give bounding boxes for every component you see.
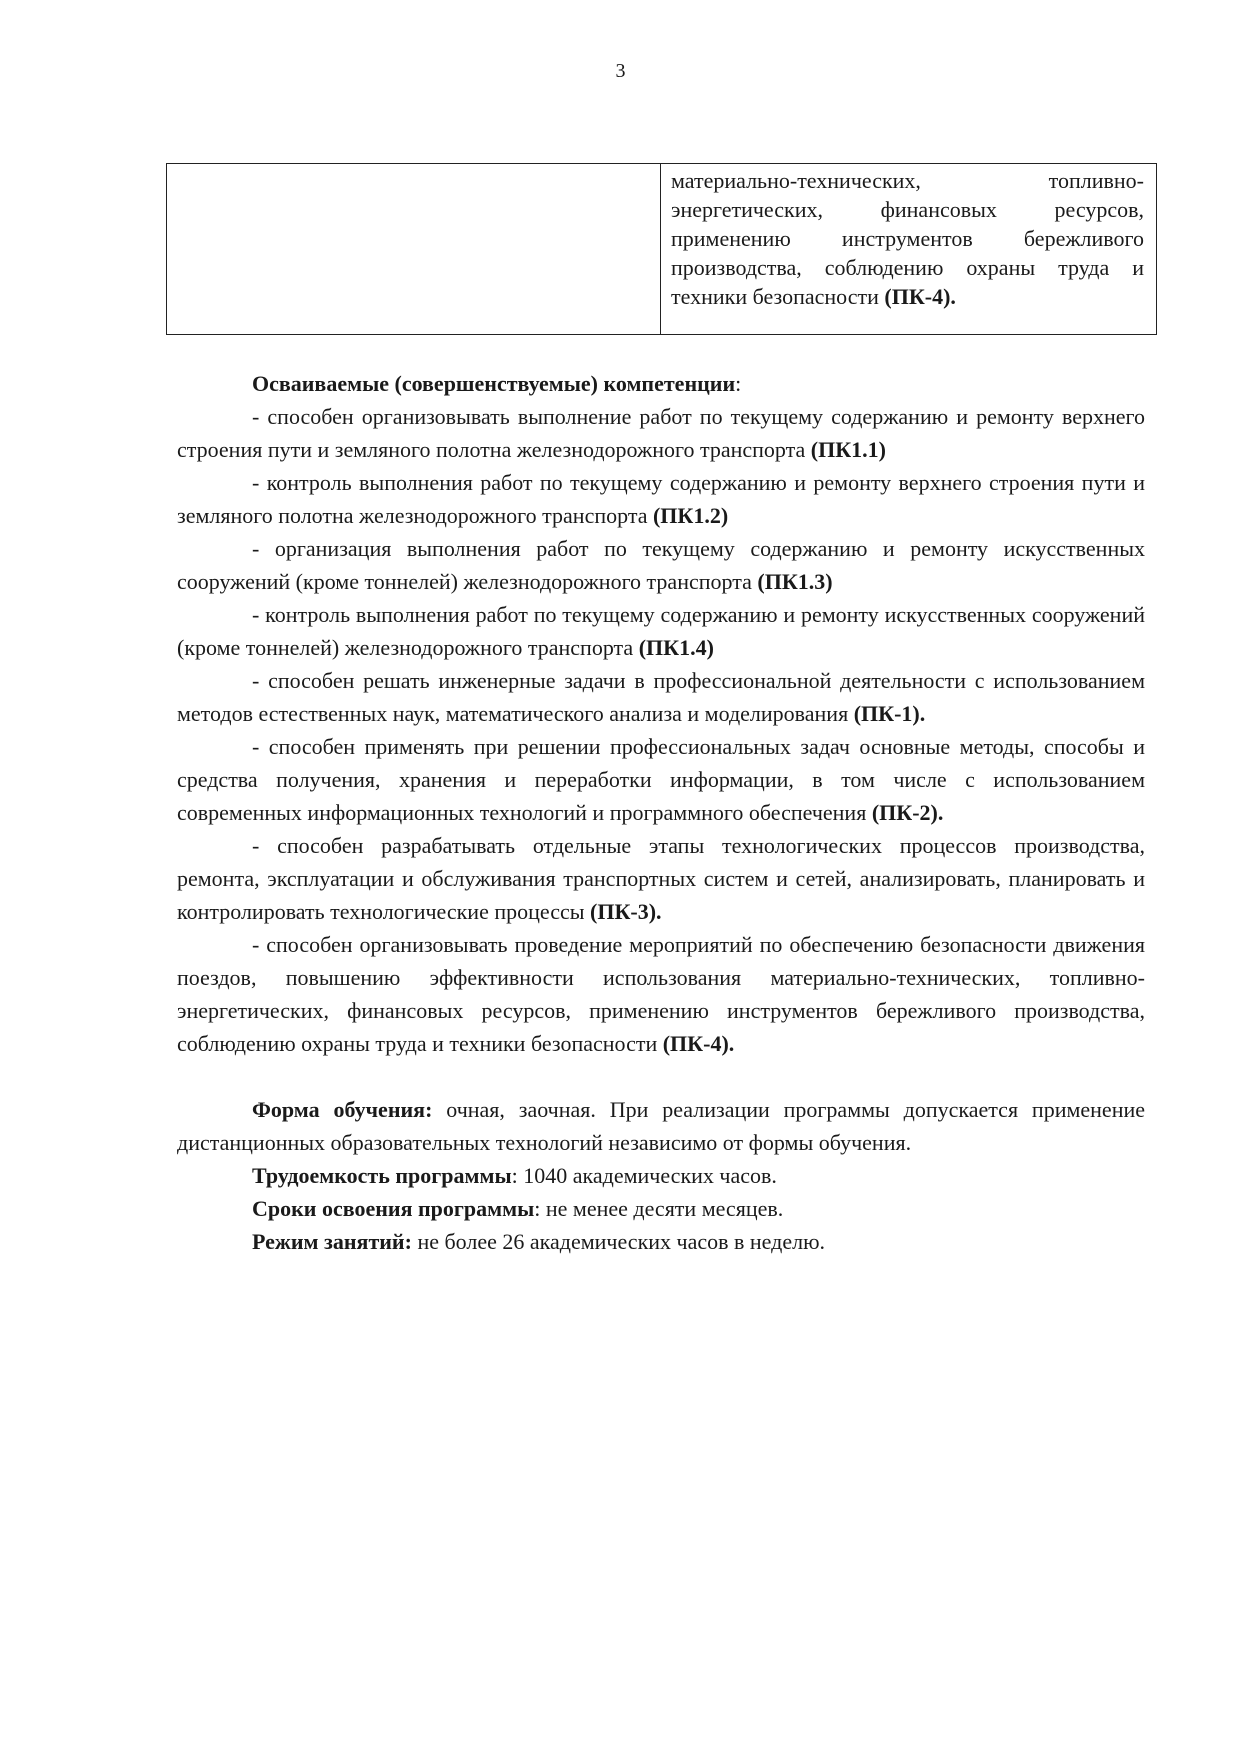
class-schedule-value: не более 26 академических часов в неделю. bbox=[417, 1229, 826, 1254]
labor-intensity bbox=[177, 1159, 1145, 1192]
competency-text: - способен решать инженерные задачи в профессиональной деятельности с использованием методов естественных наук, математического анализа и моделирования bbox=[177, 668, 1145, 726]
competency-item bbox=[177, 598, 1145, 664]
competency-text: - способен организовывать выполнение работ по текущему содержанию и ремонту верхнего строения пути и земляного полотна железнодорожного транспорта bbox=[177, 404, 1145, 462]
competency-item bbox=[177, 532, 1145, 598]
competency-code: (ПК1.1) bbox=[810, 437, 886, 462]
competency-code: (ПК1.4) bbox=[638, 635, 714, 660]
program-duration-value: : не менее десяти месяцев. bbox=[534, 1196, 784, 1221]
labor-intensity-label: Трудоемкость программы bbox=[252, 1163, 512, 1188]
competency-text: - способен разрабатывать отдельные этапы технологических процессов производства, ремонта, эксплуатации и обслуживания транспортных систем и сетей, анализировать, планировать и контролировать технологические процессы bbox=[177, 833, 1145, 924]
competency-text: - контроль выполнения работ по текущему содержанию и ремонту верхнего строения пути и земляного полотна железнодорожного транспорта bbox=[177, 470, 1145, 528]
program-duration-label: Сроки освоения программы bbox=[252, 1196, 535, 1221]
competency-code: (ПК-4). bbox=[662, 1031, 735, 1056]
competency-code: (ПК1.2) bbox=[652, 503, 729, 528]
competency-text: - организация выполнения работ по текущему содержанию и ремонту искусственных сооружений (кроме тоннелей) железнодорожного транспорта bbox=[177, 536, 1145, 594]
continuation-table bbox=[166, 163, 1157, 335]
competency-code: (ПК-3). bbox=[590, 899, 662, 924]
competency-text: - способен организовывать проведение мероприятий по обеспечению безопасности движения поездов, повышению эффективности использования материально-технических, топливно-энергетических, финансовых ресурсов, применению инструментов бережливого производства, соблюдению охраны труда и техники безопасности bbox=[177, 932, 1145, 1056]
page-number: 3 bbox=[615, 60, 626, 82]
competency-item bbox=[177, 730, 1145, 829]
class-schedule bbox=[177, 1225, 1145, 1258]
table-right-cell-code: (ПК-4). bbox=[884, 284, 956, 309]
program-duration bbox=[177, 1192, 1145, 1225]
competency-item bbox=[177, 928, 1145, 1060]
competency-item bbox=[177, 829, 1145, 928]
competency-code: (ПК-2). bbox=[871, 800, 944, 825]
competency-text: - способен применять при решении профессиональных задач основные методы, способы и средства получения, хранения и переработки информации, в том числе с использованием современных информационных технологий и программного обеспечения bbox=[177, 734, 1145, 825]
table-right-cell bbox=[661, 164, 1156, 334]
competency-item bbox=[177, 400, 1145, 466]
labor-intensity-value: : 1040 академических часов. bbox=[511, 1163, 777, 1188]
competencies-heading bbox=[177, 367, 1145, 400]
competency-text: - контроль выполнения работ по текущему содержанию и ремонту искусственных сооружений (кроме тоннелей) железнодорожного транспорта bbox=[177, 602, 1145, 660]
study-form-value: очная, заочная. При реализации программы допускается применение дистанционных образовательных технологий независимо от формы обучения. bbox=[177, 1097, 1146, 1155]
table-left-cell bbox=[167, 164, 661, 334]
study-form-label: Форма обучения: bbox=[252, 1097, 433, 1122]
study-form bbox=[177, 1093, 1145, 1159]
competencies-heading-label: Осваиваемые (совершенствуемые) компетенции bbox=[252, 371, 736, 396]
competency-item bbox=[177, 664, 1145, 730]
document-body bbox=[177, 367, 1145, 1258]
competency-item bbox=[177, 466, 1145, 532]
competencies-heading-suffix: : bbox=[735, 371, 742, 396]
class-schedule-label: Режим занятий: bbox=[252, 1229, 412, 1254]
table-right-cell-text: материально-технических, топливно-энергетических, финансовых ресурсов, применению инструментов бережливого производства, соблюдению охраны труда и техники безопасности bbox=[671, 168, 1144, 309]
section-gap bbox=[177, 1060, 1145, 1093]
competency-code: (ПК-1). bbox=[853, 701, 926, 726]
competency-code: (ПК1.3) bbox=[757, 569, 833, 594]
